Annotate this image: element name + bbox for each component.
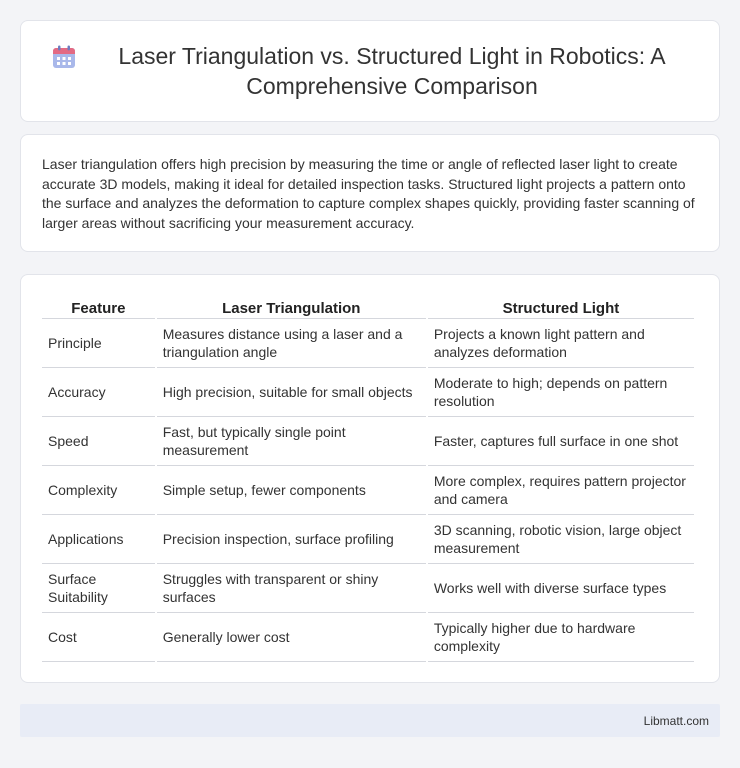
row-feature-cell: Speed bbox=[42, 417, 155, 466]
table-row bbox=[42, 613, 694, 662]
row-laser-cell: Fast, but typically single point measurement bbox=[157, 417, 426, 466]
row-laser-cell: High precision, suitable for small objects bbox=[157, 368, 426, 417]
comparison-table-card bbox=[20, 274, 720, 683]
header-laser-triangulation: Laser Triangulation bbox=[157, 295, 426, 319]
row-feature-cell: Principle bbox=[42, 319, 155, 368]
table-row bbox=[42, 564, 694, 613]
row-feature-cell: Cost bbox=[42, 613, 155, 662]
title-card bbox=[20, 20, 720, 122]
row-feature-cell: Accuracy bbox=[42, 368, 155, 417]
row-laser-cell: Measures distance using a laser and a triangulation angle bbox=[157, 319, 426, 368]
row-feature-cell: Applications bbox=[42, 515, 155, 564]
row-laser-cell: Precision inspection, surface profiling bbox=[157, 515, 426, 564]
page-title: Laser Triangulation vs. Structured Light in Robotics: A Comprehensive Comparison bbox=[118, 43, 666, 99]
footer bbox=[20, 704, 720, 737]
table-row bbox=[42, 515, 694, 564]
header-structured-light: Structured Light bbox=[428, 295, 694, 319]
header-feature: Feature bbox=[42, 295, 155, 319]
row-structured-cell: Projects a known light pattern and analyzes deformation bbox=[428, 319, 694, 368]
row-structured-cell: Works well with diverse surface types bbox=[428, 564, 694, 613]
intro-card bbox=[20, 134, 720, 252]
row-laser-cell: Struggles with transparent or shiny surfaces bbox=[157, 564, 426, 613]
intro-paragraph: Laser triangulation offers high precision by measuring the time or angle of reflected laser light to create accurate 3D models, making it ideal for detailed inspection tasks. Structured light projects a pattern onto the surface and analyzes the deformation to capture complex shapes quickly, providing faster scanning of larger areas without sacrificing your measurement accuracy. bbox=[42, 156, 695, 231]
comparison-table bbox=[40, 295, 696, 662]
row-feature-cell: Complexity bbox=[42, 466, 155, 515]
table-row bbox=[42, 319, 694, 368]
row-laser-cell: Generally lower cost bbox=[157, 613, 426, 662]
table-row bbox=[42, 417, 694, 466]
calendar-icon bbox=[51, 44, 77, 70]
table-row bbox=[42, 368, 694, 417]
row-structured-cell: Moderate to high; depends on pattern resolution bbox=[428, 368, 694, 417]
row-structured-cell: Faster, captures full surface in one shot bbox=[428, 417, 694, 466]
table-row bbox=[42, 466, 694, 515]
row-structured-cell: 3D scanning, robotic vision, large object measurement bbox=[428, 515, 694, 564]
row-laser-cell: Simple setup, fewer components bbox=[157, 466, 426, 515]
row-structured-cell: More complex, requires pattern projector and camera bbox=[428, 466, 694, 515]
row-structured-cell: Typically higher due to hardware complexity bbox=[428, 613, 694, 662]
table-header-row bbox=[42, 295, 694, 319]
title-wrap bbox=[51, 41, 689, 101]
footer-site-link[interactable]: Libmatt.com bbox=[643, 713, 709, 728]
row-feature-cell: Surface Suitability bbox=[42, 564, 155, 613]
